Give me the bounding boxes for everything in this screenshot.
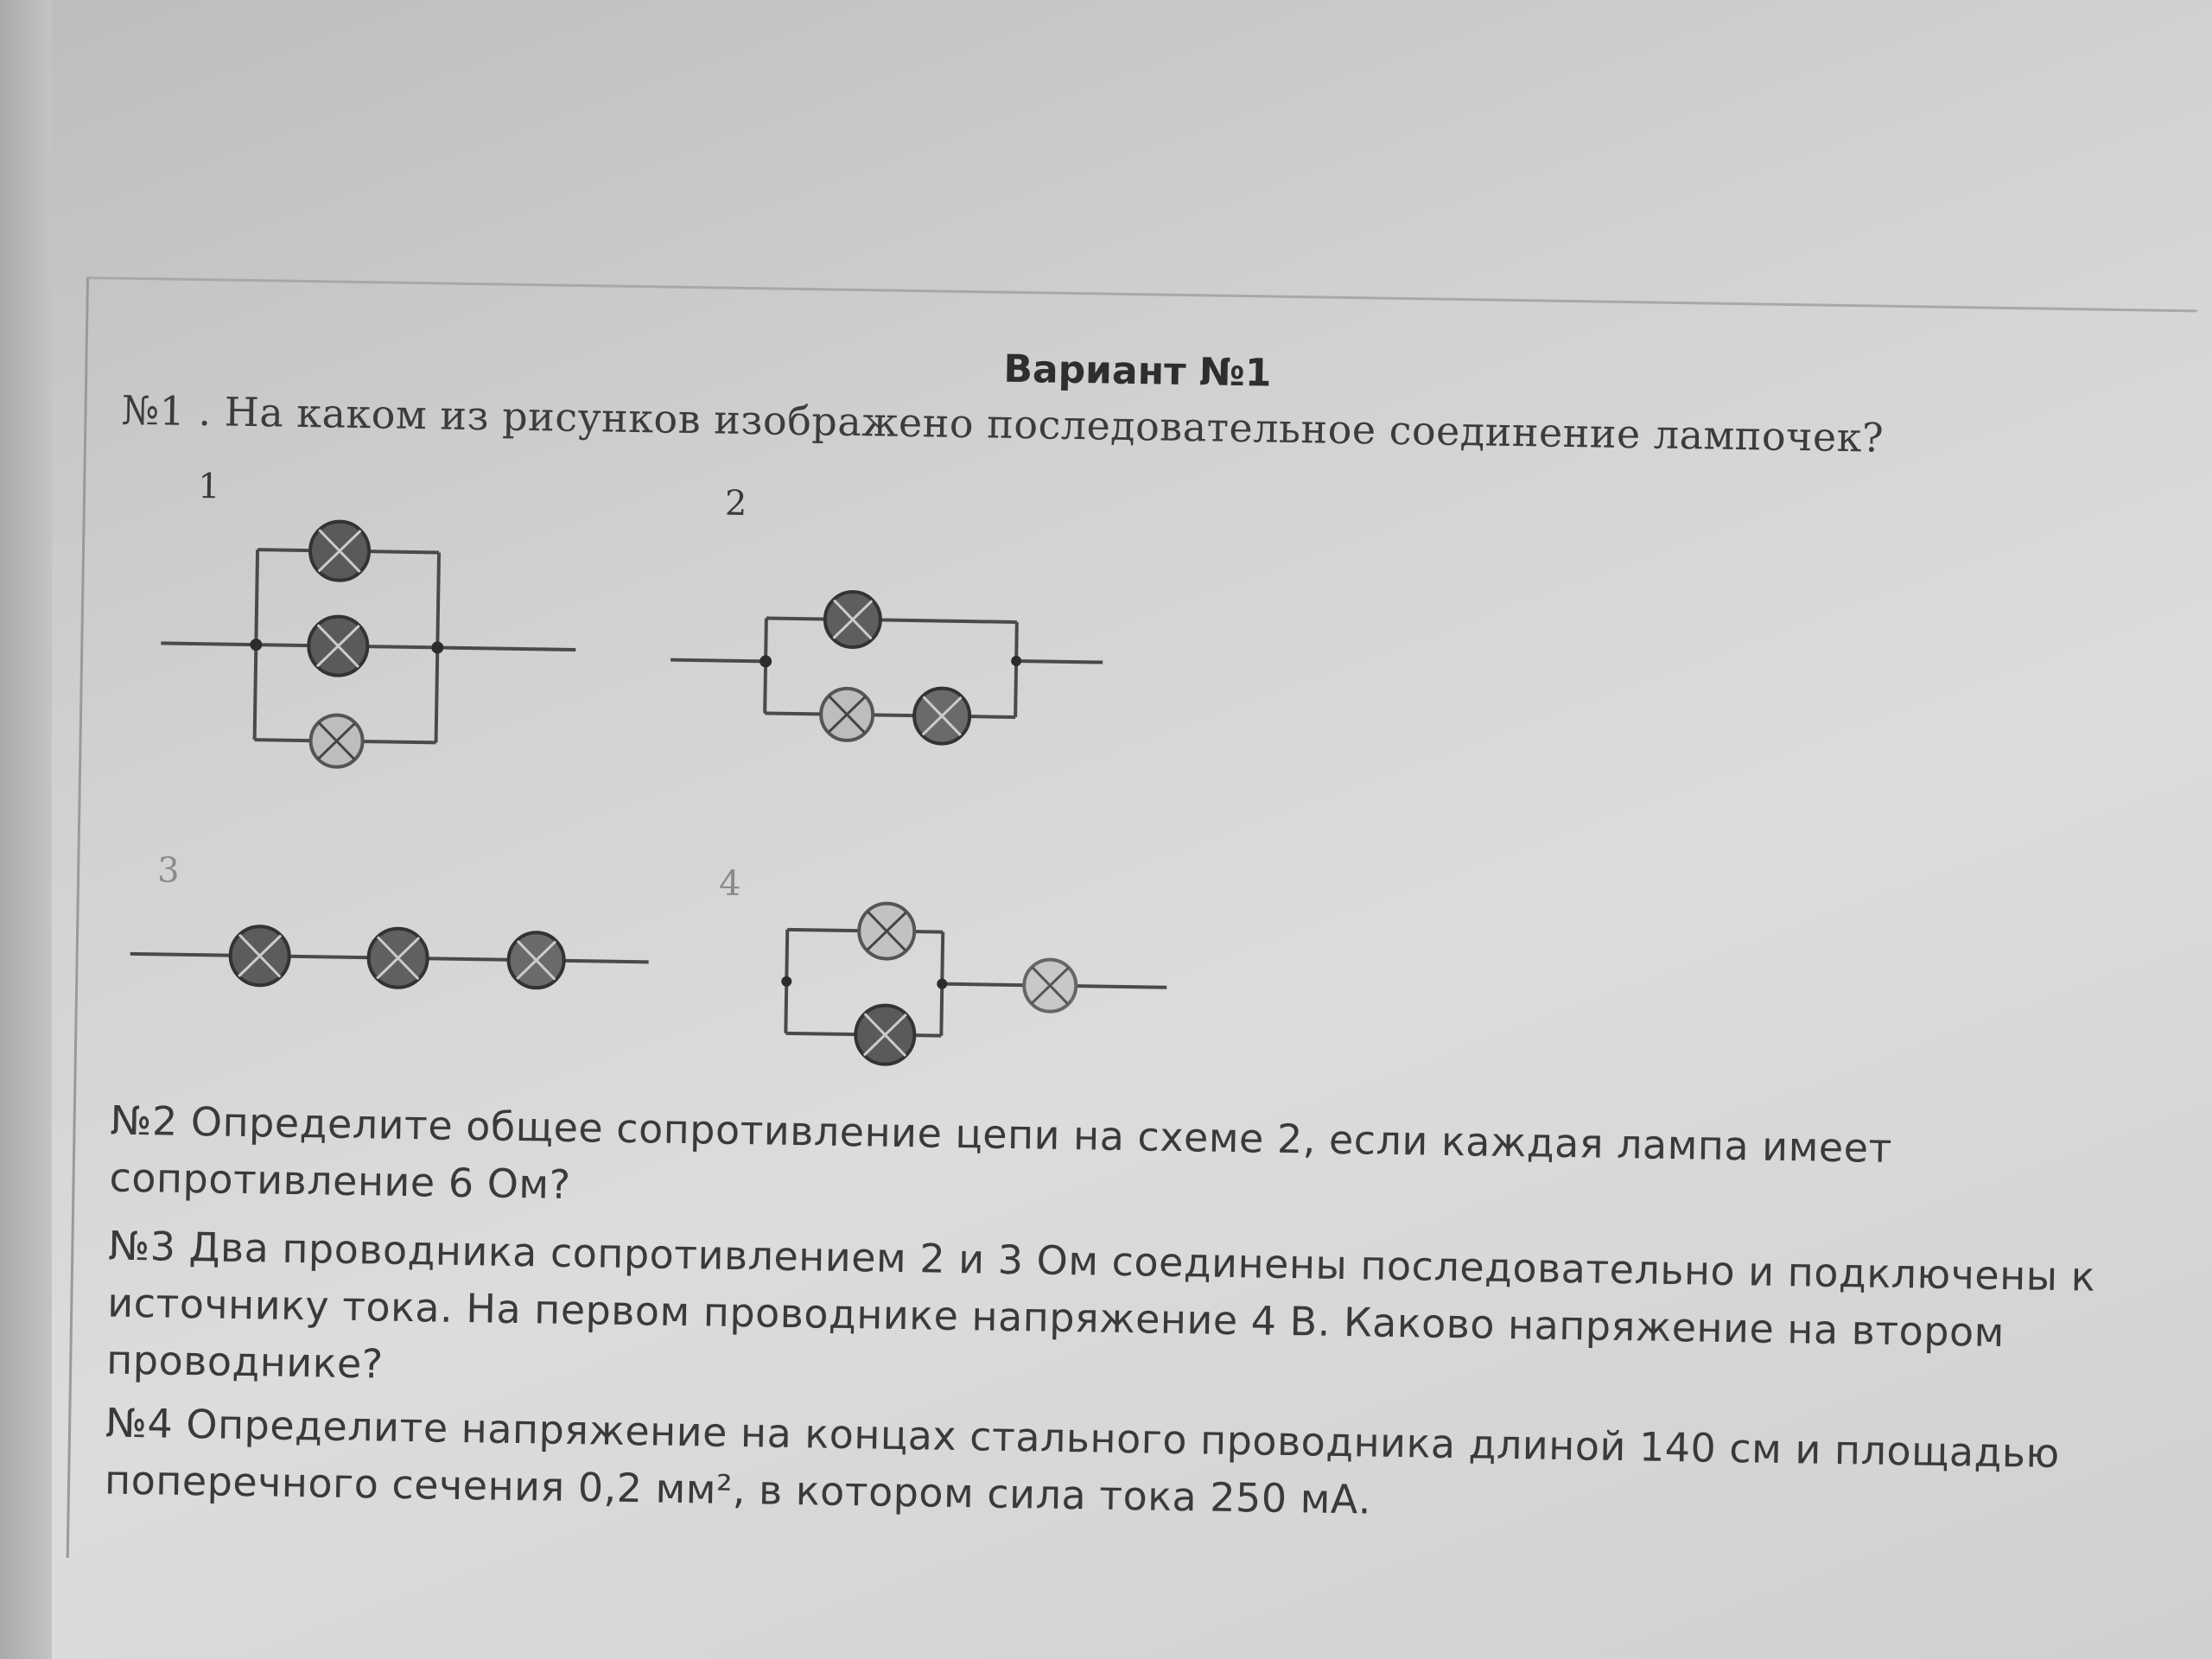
question-1: №1 . На каком из рисунков изображено последовательное соединение лампочек? [121,386,1885,461]
lamp-icon [1024,959,1077,1012]
figure-2-label: 2 [724,483,747,524]
question-4: №4 Определите напряжение на концах стального проводника длиной 140 см и площадью поперечного сечения 0,2 мм², в котором сила тока 250 мА. [104,1399,2061,1523]
figure-1-parallel-circuit [159,505,630,797]
figure-2-mixed-circuit [669,548,1191,780]
variant-title: Вариант №1 [1003,346,1272,396]
lamp-icon [508,932,564,988]
question-2: №2 Определите общее сопротивление цепи на схеме 2, если каждая лампа имеет сопротивление 6 Ом? [109,1096,1893,1208]
worksheet-page [67,276,2197,1591]
lamp-icon [855,1005,915,1065]
figure-1-label: 1 [197,467,221,507]
figure-3-label: 3 [156,850,181,891]
figure-4-label: 4 [718,863,741,904]
figure-4-mixed-circuit [733,886,1306,1093]
lamp-icon [308,616,368,676]
lamp-icon [824,591,880,647]
lamp-icon [230,926,289,986]
lamp-icon [368,928,428,988]
lamp-icon [821,688,874,741]
lamp-icon [859,903,915,959]
sheet-edge [0,0,52,1659]
question-3: №3 Два проводника сопротивлением 2 и 3 Ом соединены последовательно и подключены к источнику тока. На первом проводнике напряжение 4 В. Каково напряжение на втором проводнике? [105,1222,2096,1388]
lamp-icon [310,715,363,767]
lamp-icon [914,688,970,744]
figure-3-series-circuit [130,911,666,1006]
lamp-icon [310,521,370,581]
